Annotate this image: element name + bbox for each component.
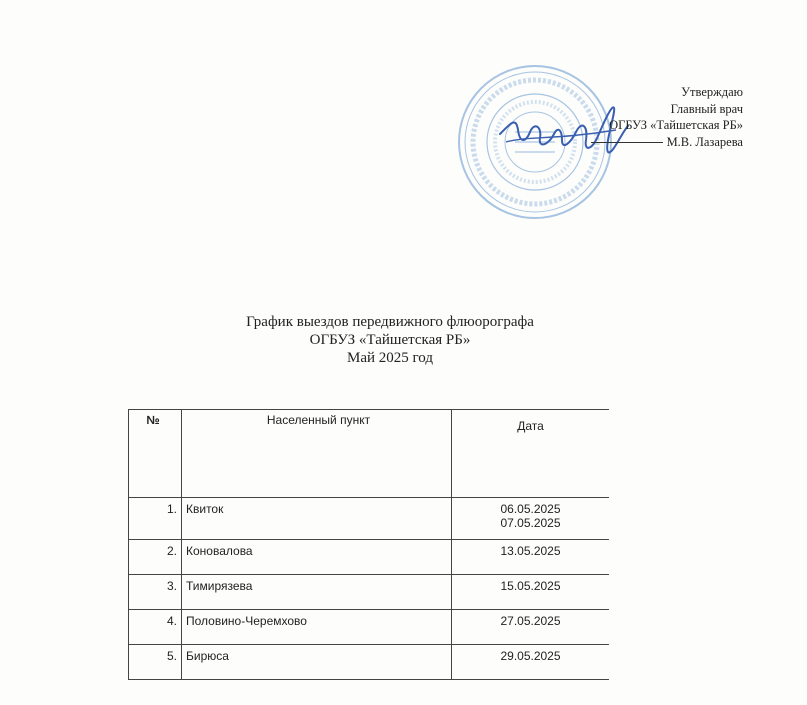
table-row (129, 645, 610, 680)
row-date: 27.05.2025 (500, 614, 561, 628)
row-place: Половино-Черемхово (182, 610, 452, 645)
title-line-1: График выездов передвижного флюорографа (246, 314, 534, 330)
table-row (129, 540, 610, 575)
row-date-cell (452, 645, 610, 680)
row-place: Квиток (182, 498, 452, 540)
row-place: Тимирязева (182, 575, 452, 610)
table-row (129, 498, 610, 540)
header-place: Населенный пункт (182, 410, 452, 498)
approval-organization: ОГБУЗ «Тайшетская РБ» (609, 118, 743, 132)
row-number: 3. (129, 575, 182, 610)
header-date: Дата (452, 410, 610, 498)
approval-block (591, 84, 743, 150)
table-row (129, 575, 610, 610)
table-header-row (129, 410, 610, 498)
table-row (129, 610, 610, 645)
row-date: 29.05.2025 (500, 649, 561, 663)
row-date: 07.05.2025 (500, 516, 561, 530)
row-date: 13.05.2025 (500, 544, 561, 558)
title-line-3: Май 2025 год (346, 350, 433, 366)
row-date-cell (452, 540, 610, 575)
approval-label: Утверждаю (681, 85, 743, 99)
row-number: 2. (129, 540, 182, 575)
document-title (150, 313, 630, 367)
title-line-2: ОГБУЗ «Тайшетская РБ» (309, 332, 471, 348)
header-number: № (129, 410, 182, 498)
row-place: Коновалова (182, 540, 452, 575)
approval-signer-name: М.В. Лазарева (666, 134, 743, 149)
approval-signer-row (591, 134, 743, 151)
row-number: 5. (129, 645, 182, 680)
row-number: 1. (129, 498, 182, 540)
signature-line (591, 142, 663, 143)
row-date: 15.05.2025 (500, 579, 561, 593)
row-number: 4. (129, 610, 182, 645)
row-date-cell (452, 610, 610, 645)
row-place: Бирюса (182, 645, 452, 680)
row-date-cell (452, 498, 610, 540)
approval-position: Главный врач (670, 101, 743, 116)
row-date: 06.05.2025 (500, 502, 561, 516)
row-date-cell (452, 575, 610, 610)
schedule-table (128, 409, 609, 680)
